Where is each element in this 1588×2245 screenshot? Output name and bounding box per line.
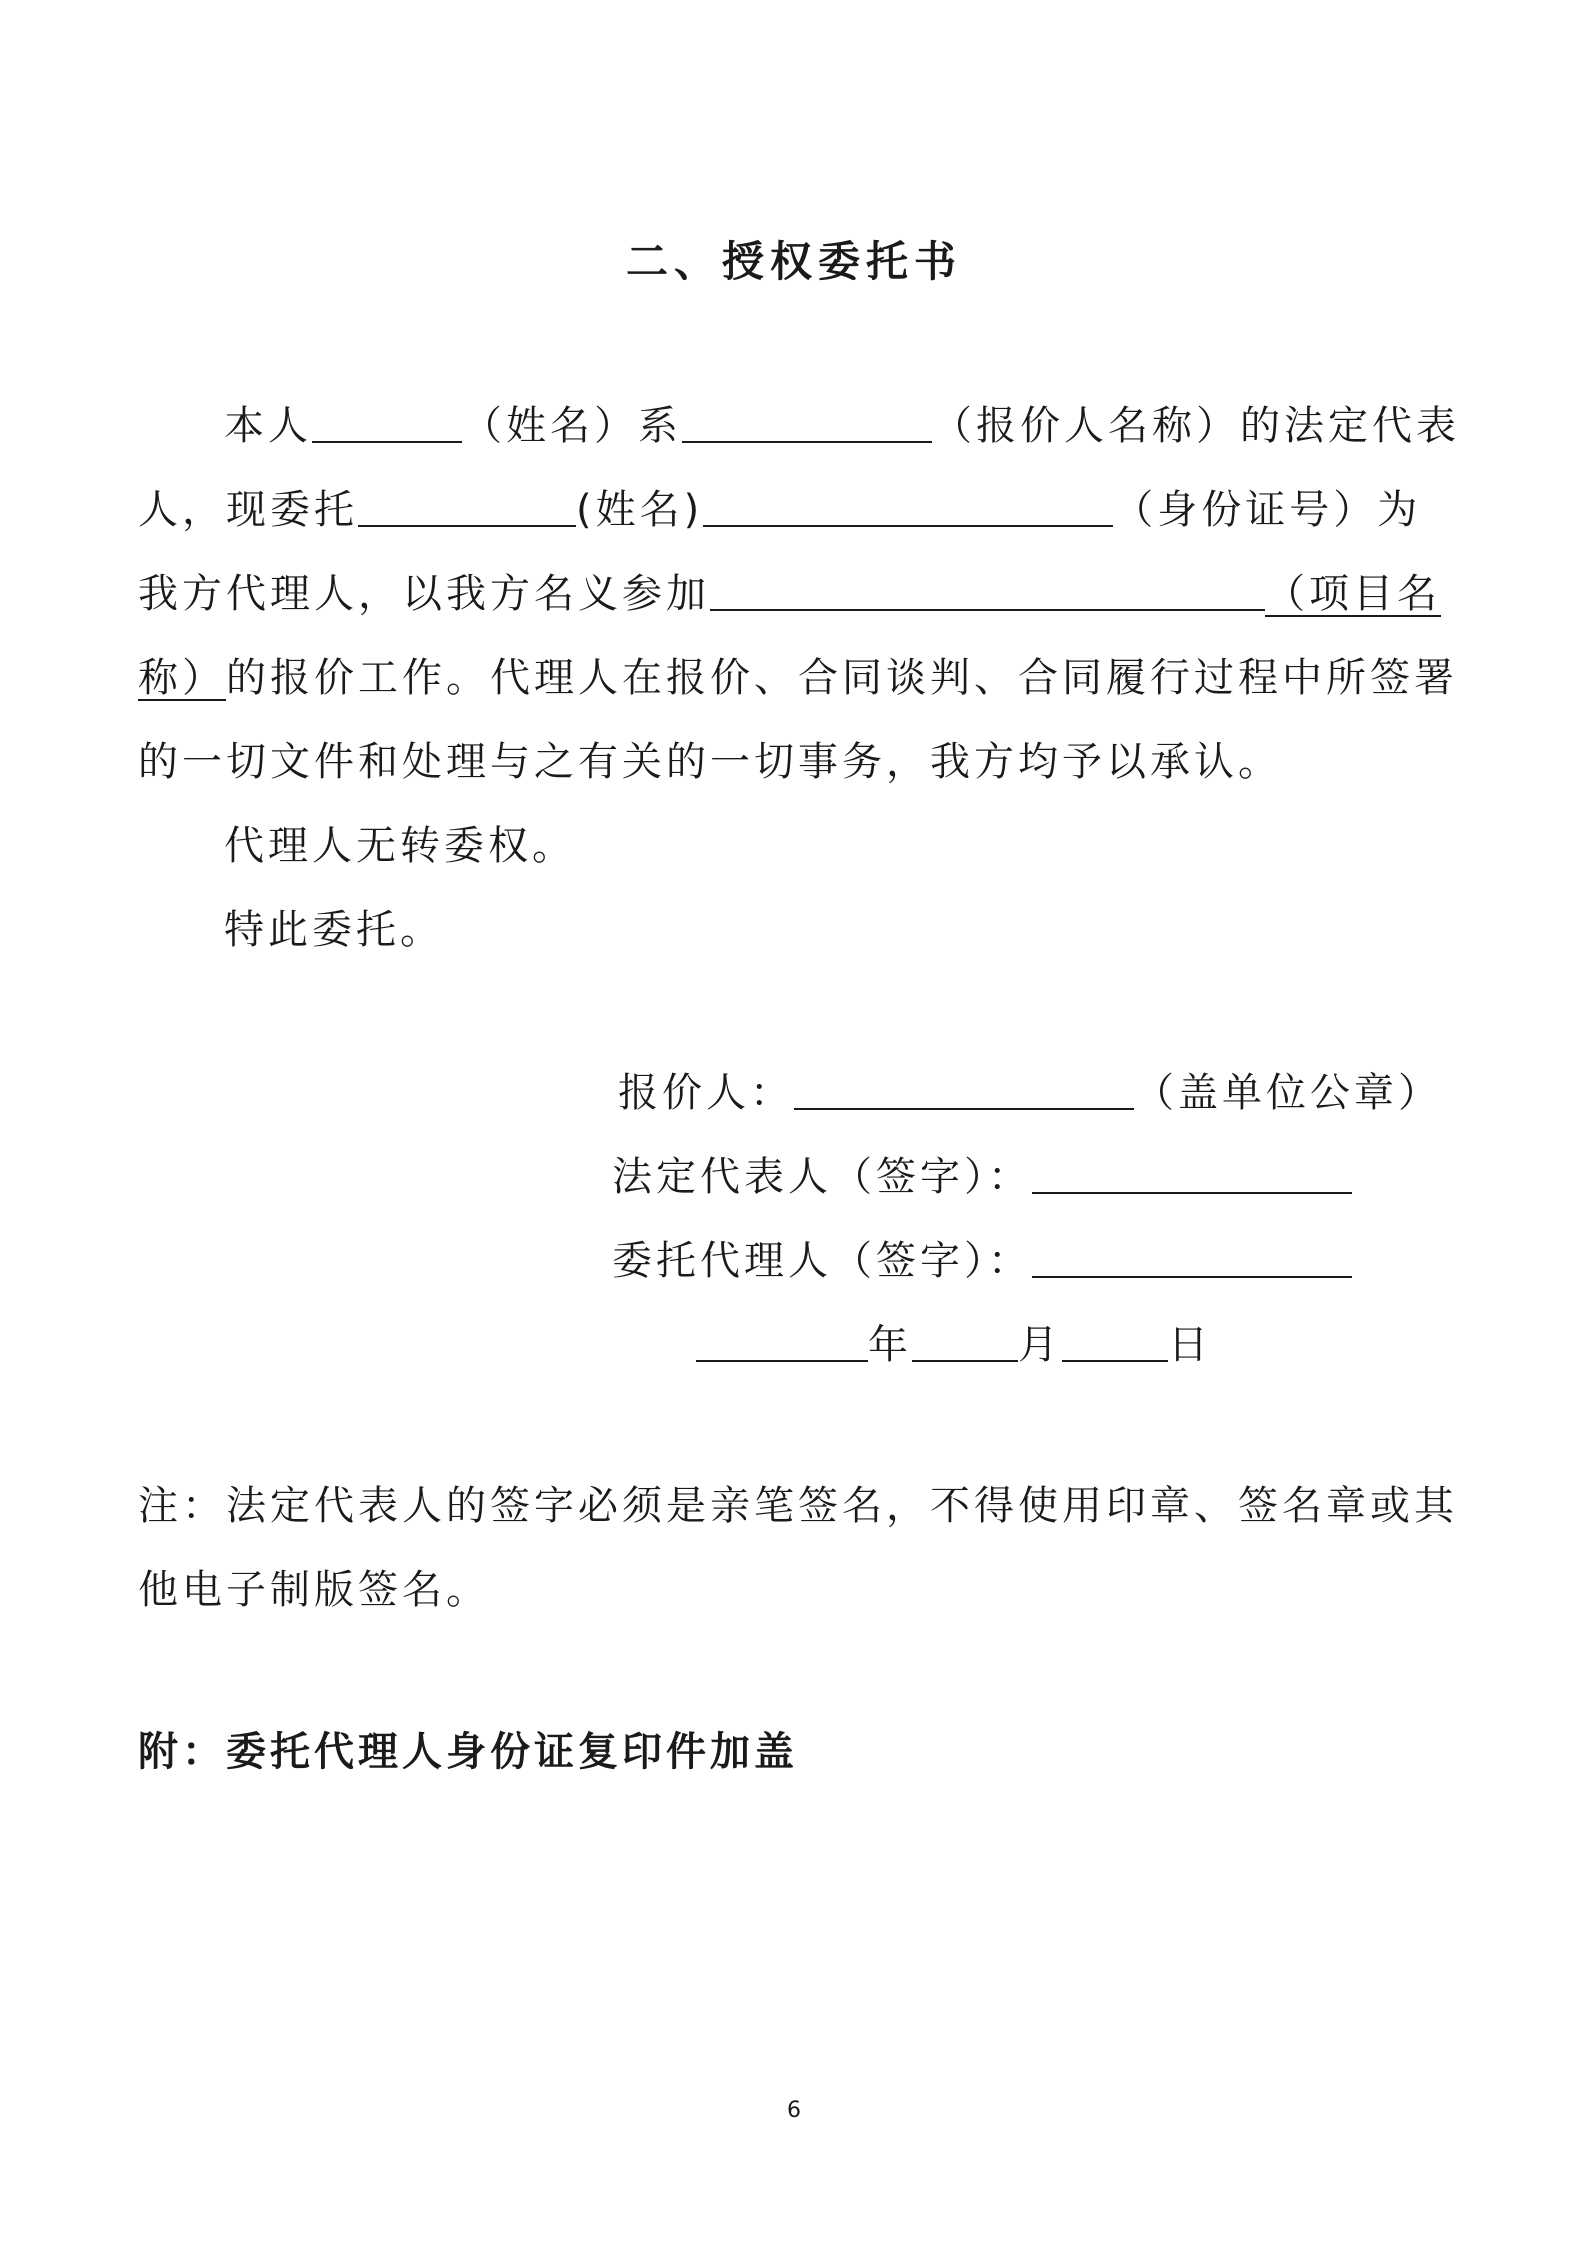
hereby-text: 特此委托。 xyxy=(224,907,444,953)
text-agent-intro: 我方代理人，以我方名义参加 xyxy=(138,571,710,617)
document-title: 二、授权委托书 xyxy=(625,237,962,286)
legal-rep-signature-line xyxy=(612,1149,1352,1205)
quoter-seal-label: （盖单位公章） xyxy=(1134,1070,1442,1116)
quoter-label: 报价人： xyxy=(618,1070,794,1116)
no-subdelegation-text: 代理人无转委权。 xyxy=(224,823,576,869)
paragraph-line-3 xyxy=(138,566,1441,622)
legal-rep-blank[interactable] xyxy=(1032,1152,1352,1194)
note-line-2: 他电子制版签名。 xyxy=(138,1567,490,1613)
legal-rep-label: 法定代表人（签字）： xyxy=(612,1154,1032,1200)
paragraph-line-5: 的一切文件和处理与之有关的一切事务，我方均予以承认。 xyxy=(138,739,1282,785)
year-label: 年 xyxy=(868,1322,912,1368)
text-project-label-end: 称） xyxy=(138,655,226,701)
text-project-label: （项目名 xyxy=(1265,571,1441,617)
text-name-label: （姓名）系 xyxy=(462,403,682,449)
project-name-blank[interactable] xyxy=(710,569,1265,611)
name-blank[interactable] xyxy=(312,401,462,443)
agent-signature-line xyxy=(612,1233,1352,1289)
agent-blank[interactable] xyxy=(1032,1236,1352,1278)
agent-name-blank[interactable] xyxy=(358,485,576,527)
attachment-text: 附：委托代理人身份证复印件加盖 xyxy=(138,1729,798,1775)
text-scope: 的报价工作。代理人在报价、合同谈判、合同履行过程中所签署 xyxy=(226,655,1458,701)
text-self: 本人 xyxy=(224,403,312,449)
quoter-name-blank[interactable] xyxy=(682,401,932,443)
page-number: 6 xyxy=(787,2098,801,2123)
text-legal-rep: （报价人名称）的法定代表 xyxy=(932,403,1460,449)
text-entrust: 人，现委托 xyxy=(138,487,358,533)
text-name-label-2: (姓名) xyxy=(576,487,704,533)
paragraph-line-2 xyxy=(138,482,1421,538)
month-label: 月 xyxy=(1018,1322,1062,1368)
note-line-1: 注：法定代表人的签字必须是亲笔签名，不得使用印章、签名章或其 xyxy=(138,1483,1458,1529)
year-blank[interactable] xyxy=(696,1320,868,1362)
day-blank[interactable] xyxy=(1062,1320,1168,1362)
date-line xyxy=(696,1317,1212,1373)
agent-label: 委托代理人（签字）： xyxy=(612,1238,1032,1284)
text-id-label: （身份证号）为 xyxy=(1113,487,1422,533)
paragraph-line-1 xyxy=(224,398,1460,454)
paragraph-line-4 xyxy=(138,650,1458,706)
id-number-blank[interactable] xyxy=(703,485,1113,527)
quoter-signature-line xyxy=(618,1065,1442,1121)
day-label: 日 xyxy=(1168,1322,1212,1368)
quoter-blank[interactable] xyxy=(794,1068,1134,1110)
month-blank[interactable] xyxy=(912,1320,1018,1362)
